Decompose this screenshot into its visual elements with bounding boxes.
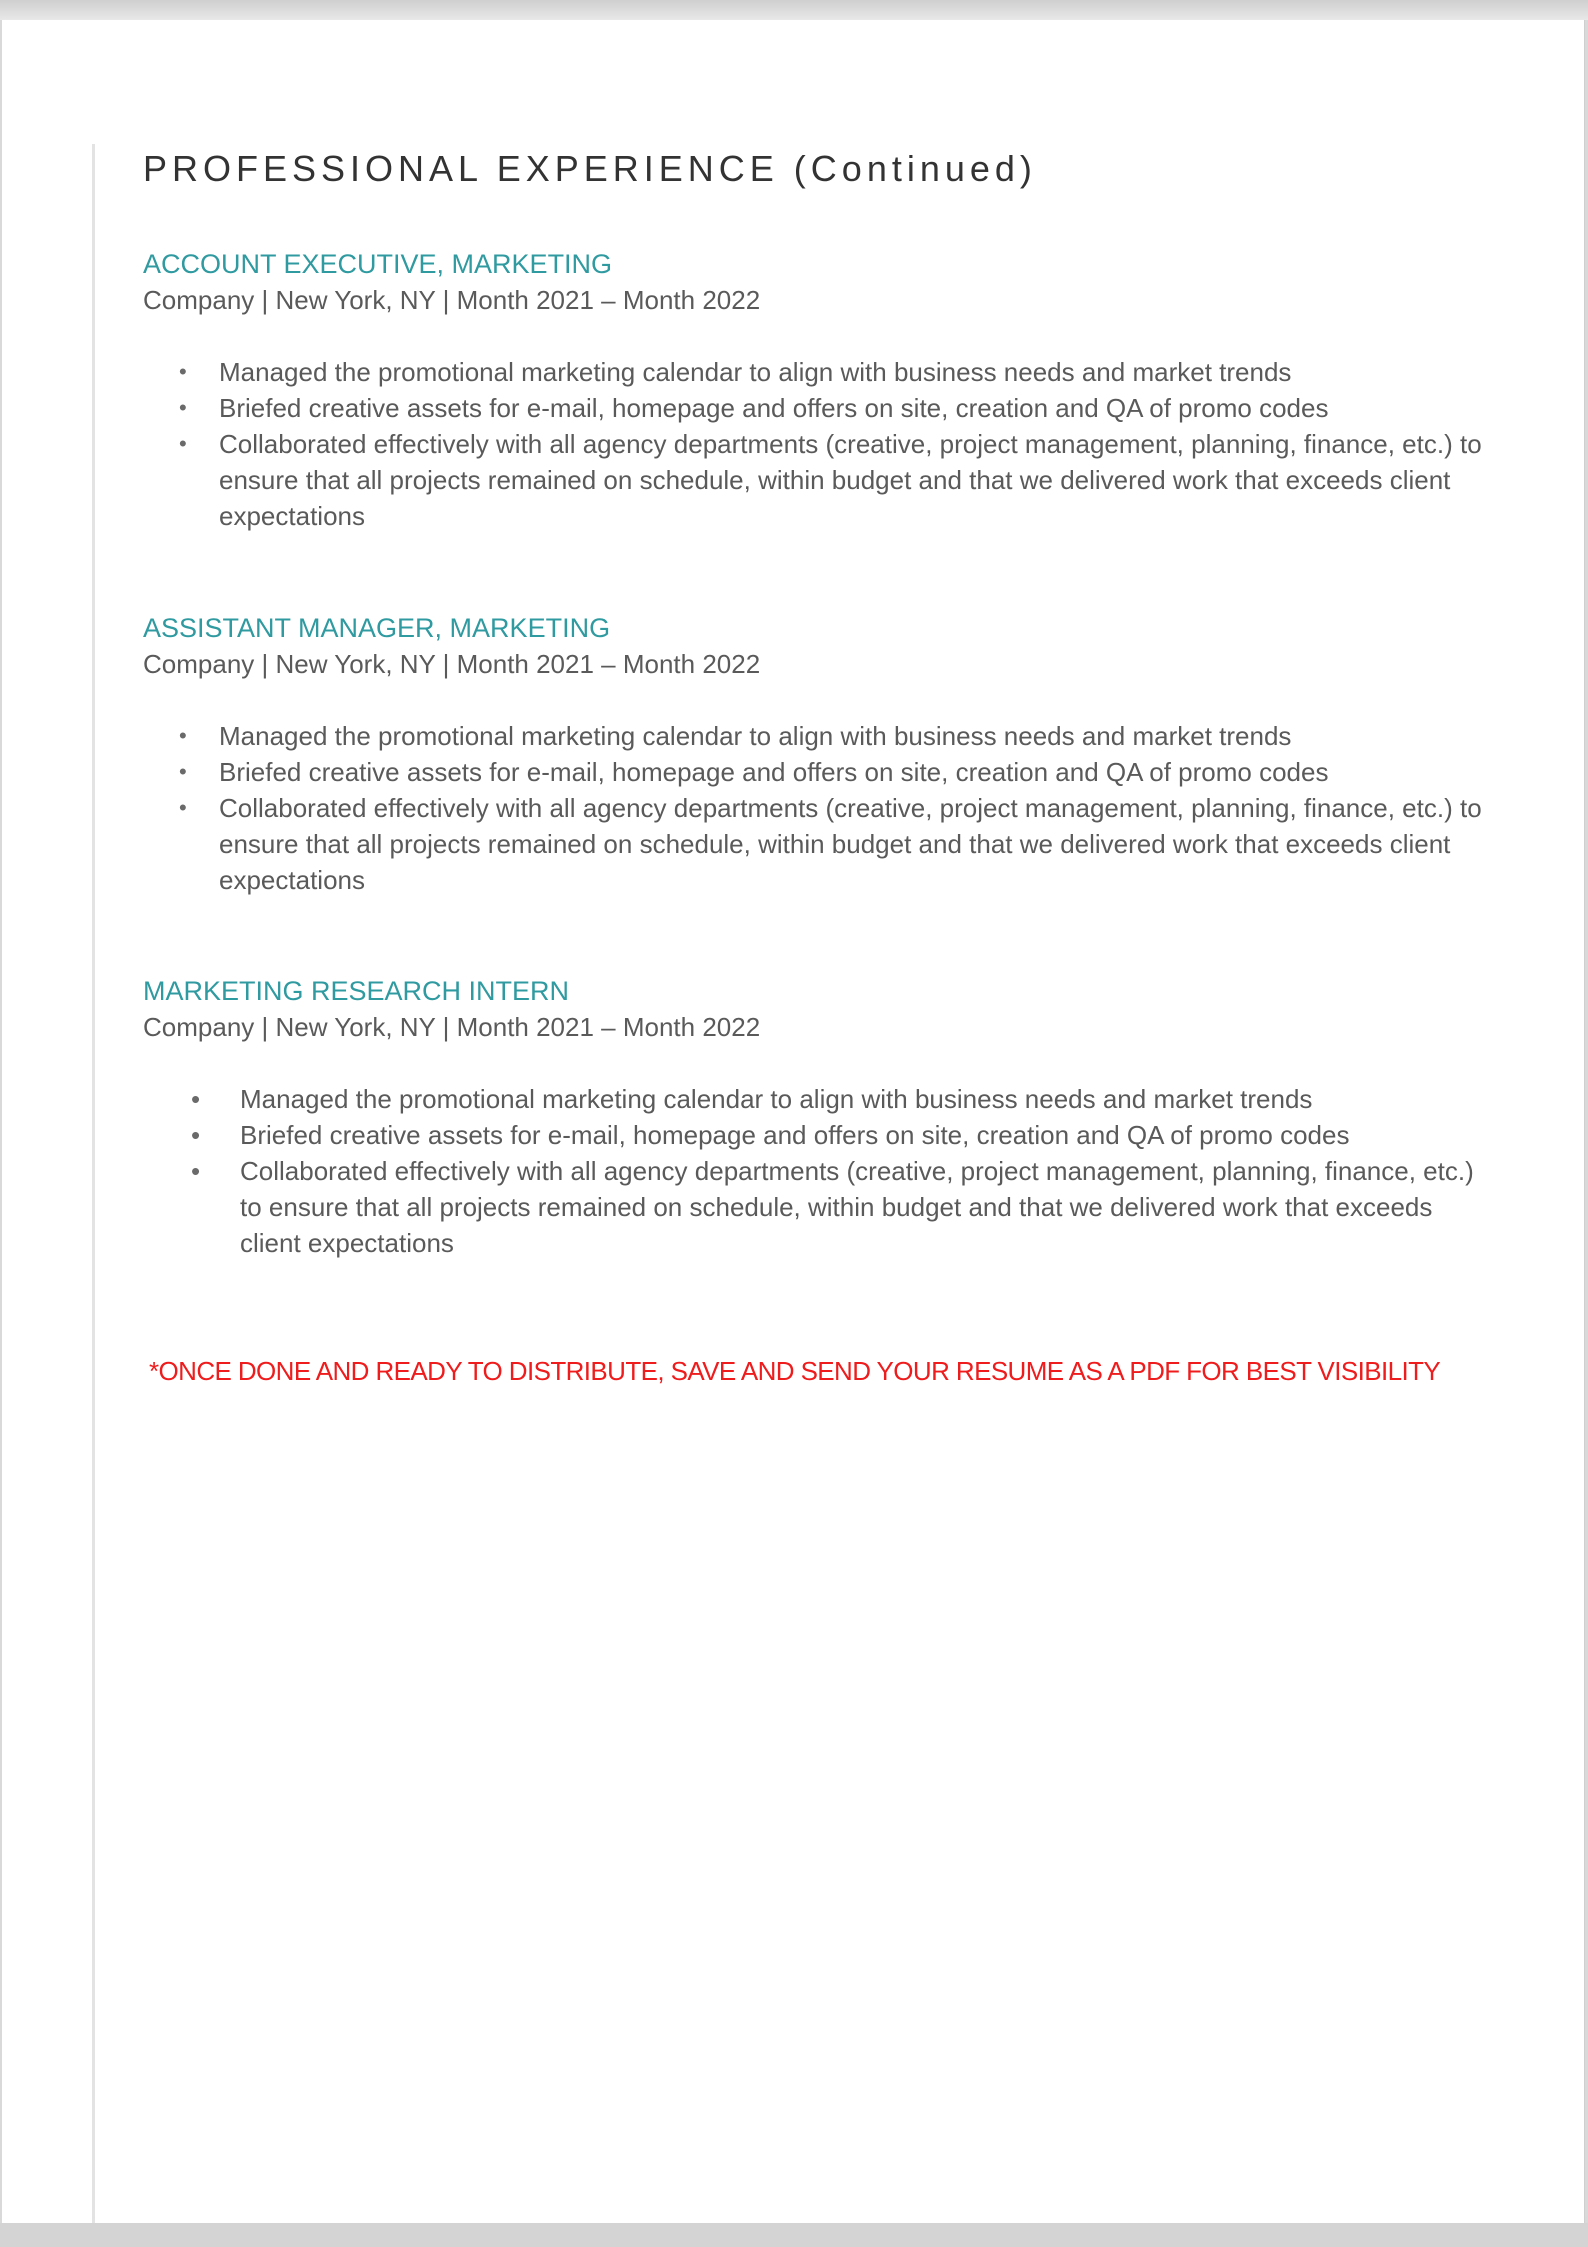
- list-item: [143, 354, 1483, 390]
- bullet-dot-icon: •: [191, 1084, 201, 1114]
- list-item: [143, 426, 1483, 534]
- bullet-dot-icon: •: [179, 723, 187, 748]
- job-meta: Company | New York, NY | Month 2021 – Month 2022: [143, 285, 761, 315]
- list-item: [143, 390, 1483, 426]
- bullet-dot-icon: •: [179, 359, 187, 384]
- bullet-dot-icon: •: [179, 795, 187, 820]
- bullet-text: Managed the promotional marketing calendar to align with business needs and market trends: [219, 357, 1292, 387]
- list-item: [143, 1117, 1483, 1153]
- viewer-bottom-bar: [0, 2223, 1588, 2247]
- job-title: ACCOUNT EXECUTIVE, MARKETING: [143, 249, 613, 279]
- bullet-dot-icon: •: [179, 431, 187, 456]
- list-item: [143, 790, 1483, 898]
- bullet-dot-icon: •: [179, 759, 187, 784]
- pdf-notice: *ONCE DONE AND READY TO DISTRIBUTE, SAVE AND SEND YOUR RESUME AS A PDF FOR BEST VISIBILITY: [149, 1356, 1441, 1386]
- bullet-text: Managed the promotional marketing calendar to align with business needs and market trends: [240, 1084, 1313, 1114]
- job-bullet-list: [143, 718, 1483, 898]
- bullet-dot-icon: •: [191, 1156, 201, 1186]
- document-page: [2, 20, 1585, 2223]
- bullet-text: Managed the promotional marketing calendar to align with business needs and market trends: [219, 721, 1292, 751]
- bullet-text: Collaborated effectively with all agency departments (creative, project management, planning, finance, etc.) to ensure that all projects remained on schedule, within budget and that we delivered work that exceeds client expectations: [219, 793, 1482, 895]
- bullet-text: Collaborated effectively with all agency departments (creative, project management, planning, finance, etc.) to ensure that all projects remained on schedule, within budget and that we delivered work that exceeds client expectations: [219, 429, 1482, 531]
- bullet-text: Briefed creative assets for e-mail, homepage and offers on site, creation and QA of promo codes: [219, 393, 1329, 423]
- bullet-text: Collaborated effectively with all agency departments (creative, project management, planning, finance, etc.) to ensure that all projects remained on schedule, within budget and that we delivered work that exceeds client expectations: [240, 1156, 1474, 1258]
- job-entry-account-executive: [143, 246, 1483, 534]
- bullet-text: Briefed creative assets for e-mail, homepage and offers on site, creation and QA of promo codes: [240, 1120, 1350, 1150]
- bullet-text: Briefed creative assets for e-mail, homepage and offers on site, creation and QA of promo codes: [219, 757, 1329, 787]
- list-item: [143, 718, 1483, 754]
- job-meta: Company | New York, NY | Month 2021 – Month 2022: [143, 1012, 761, 1042]
- bullet-dot-icon: •: [191, 1120, 201, 1150]
- job-bullet-list: [143, 354, 1483, 534]
- job-meta: Company | New York, NY | Month 2021 – Month 2022: [143, 649, 761, 679]
- job-entry-research-intern: [143, 973, 1483, 1261]
- margin-rule: [92, 144, 95, 2223]
- job-title: MARKETING RESEARCH INTERN: [143, 976, 570, 1006]
- bullet-dot-icon: •: [179, 395, 187, 420]
- list-item: [143, 1153, 1483, 1261]
- job-title: ASSISTANT MANAGER, MARKETING: [143, 613, 611, 643]
- job-entry-assistant-manager: [143, 610, 1483, 898]
- section-title: PROFESSIONAL EXPERIENCE (Continued): [143, 148, 1037, 189]
- list-item: [143, 754, 1483, 790]
- job-bullet-list: [143, 1081, 1483, 1261]
- list-item: [143, 1081, 1483, 1117]
- viewer-top-bar: [0, 0, 1588, 20]
